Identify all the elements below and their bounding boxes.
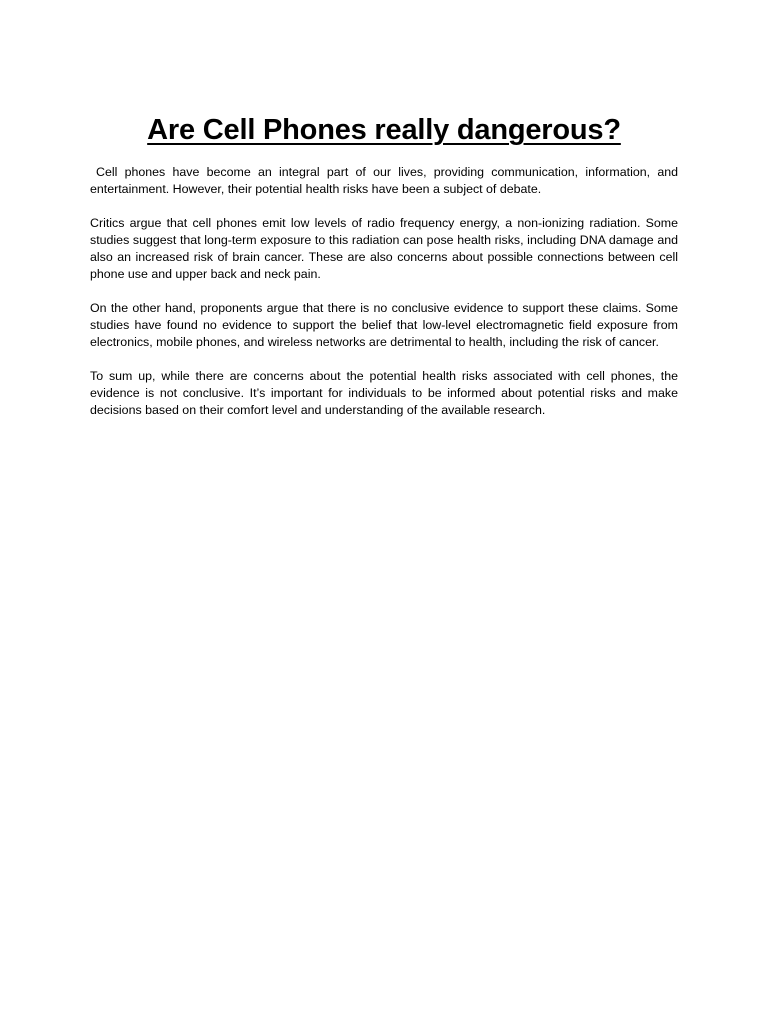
paragraph-proponents: On the other hand, proponents argue that there is no conclusive evidence to support these claims. Some studies have found no evidence to support the belief that low-level electromagnetic field exposure from electronics, mobile phones, and wireless networks are detrimental to health, including the risk of cancer. bbox=[90, 301, 678, 349]
document-body bbox=[90, 164, 678, 436]
page-title: Are Cell Phones really dangerous? bbox=[147, 114, 621, 146]
paragraph-conclusion: To sum up, while there are concerns about the potential health risks associated with cell phones, the evidence is not conclusive. It’s important for individuals to be informed about potential risks and make decisions based on their comfort level and understanding of the available research. bbox=[90, 369, 678, 417]
paragraph-critics: Critics argue that cell phones emit low levels of radio frequency energy, a non-ionizing radiation. Some studies suggest that long-term exposure to this radiation can pose health risks, including DNA damage and also an increased risk of brain cancer. These are also concerns about possible connections between cell phone use and upper back and neck pain. bbox=[90, 216, 678, 281]
paragraph-intro: Cell phones have become an integral part of our lives, providing communication, information, and entertainment. However, their potential health risks have been a subject of debate. bbox=[90, 165, 678, 196]
